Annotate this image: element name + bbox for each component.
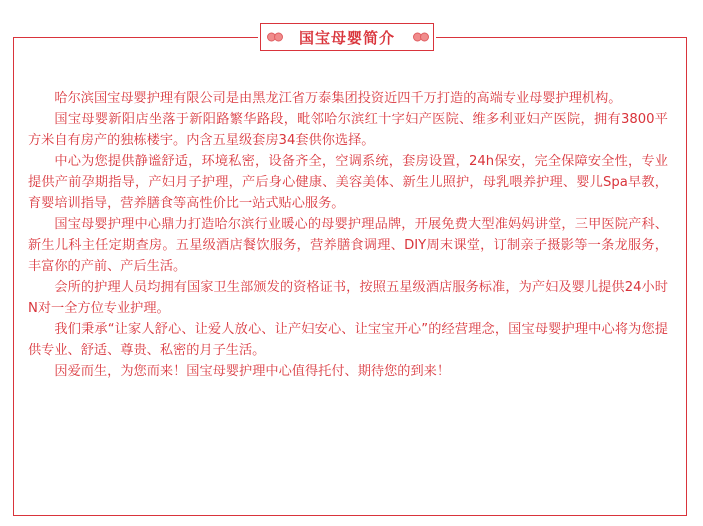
title-badge bbox=[258, 21, 436, 53]
paragraph-company: 哈尔滨国宝母婴护理有限公司是由黑龙江省万泰集团投资近四千万打造的高端专业母婴护理机构。 bbox=[54, 91, 622, 106]
paragraph-philosophy: 我们秉承“让家人舒心、让爱人放心、让产妇安心、让宝宝开心”的经营理念，国宝母婴护理中心将为您提供专业、舒适、尊贵、私密的月子生活。 bbox=[28, 322, 668, 358]
intro-body bbox=[28, 88, 668, 382]
page-title: 国宝母婴简介 bbox=[298, 28, 395, 47]
paragraph-brand: 国宝母婴护理中心鼎力打造哈尔滨行业暖心的母婴护理品牌，开展免费大型准妈妈讲堂，三甲医院产科、新生儿科主任定期查房。五星级酒店餐饮服务，营养膳食调理、DIY周末课堂，订制亲子摄影等一条龙服务，丰富你的产前、产后生活。 bbox=[28, 217, 668, 274]
title-box bbox=[260, 23, 434, 51]
paragraph-closing: 因爱而生，为您而来！国宝母婴护理中心值得托付、期待您的到来！ bbox=[54, 364, 451, 379]
paragraph-location: 国宝母婴新阳店坐落于新阳路繁华路段，毗邻哈尔滨红十字妇产医院、维多利亚妇产医院，拥有3800平方米自有房产的独栋楼宇。内含五星级套房34套供你选择。 bbox=[28, 112, 668, 148]
paragraph-staff: 会所的护理人员均拥有国家卫生部颁发的资格证书，按照五星级酒店服务标准，为产妇及婴儿提供24小时N对一全方位专业护理。 bbox=[28, 280, 668, 316]
decorative-dots-right-icon bbox=[413, 33, 427, 42]
decorative-dots-left-icon bbox=[267, 33, 281, 42]
paragraph-services: 中心为您提供静谧舒适，环境私密，设备齐全，空调系统，套房设置，24h保安，完全保障安全性，专业提供产前孕期指导，产妇月子护理，产后身心健康、美容美体、新生儿照护，母乳喂养护理、婴儿Spa早教，育婴培训指导，营养膳食等高性价比一站式贴心服务。 bbox=[28, 154, 668, 211]
